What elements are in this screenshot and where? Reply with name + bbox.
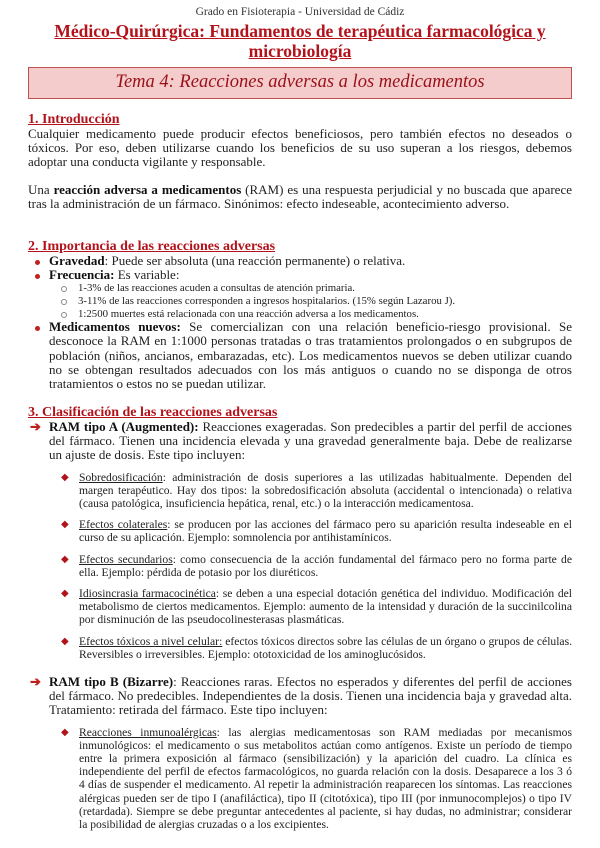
text: : se deben a una especial dotación genética del individuo. Modificación del metabolismo de ciertos medicamentos. Ejemplo: aumento de la intensidad y duración de la succinilcolina por disminución de las pseudocolinesterasas plasmáticas. — [79, 587, 572, 627]
course-subtitle: Grado en Fisioterapia - Universidad de Cádiz — [195, 6, 405, 18]
section-heading: 3. Clasificación de las reacciones adversas — [28, 405, 278, 420]
diamond-icon: ◆ — [61, 588, 69, 600]
sub-list-item: 3-11% de las reacciones corresponden a ingresos hospitalarios. (15% según Lazarou J). — [28, 295, 572, 308]
sub-list-item — [28, 726, 572, 832]
term: Efectos colaterales — [79, 518, 168, 532]
section-heading: 2. Importancia de las reacciones adversas — [28, 239, 276, 254]
sub-list-item — [28, 635, 572, 661]
diamond-icon: ◆ — [61, 471, 69, 483]
sub-list-item — [28, 553, 572, 579]
term: Sobredosificación — [79, 470, 163, 484]
list-item-tipo-a — [28, 420, 572, 463]
section-introduccion — [28, 112, 572, 211]
text: : Puede ser absoluta (una reacción permanente) o relativa. — [104, 253, 406, 268]
paragraph — [28, 183, 572, 211]
term: RAM tipo B (Bizarre) — [49, 674, 174, 690]
section-importancia — [28, 239, 572, 391]
section-clasificacion — [28, 405, 572, 831]
diamond-icon: ◆ — [61, 553, 69, 565]
term: Idiosincrasia farmacocinética — [79, 587, 216, 601]
arrow-icon: ➔ — [30, 419, 41, 434]
term: Medicamentos nuevos: — [49, 319, 181, 335]
sub-list-item: 1:2500 muertes está relacionada con una reacción adversa a los medicamentos. — [28, 308, 572, 321]
text: : las alergias medicamentosas son RAM mediadas por mecanismos inmunológicos: el medicamento o sus metabolitos actúan como antígenos. Existe un período de tiempo entre la primera exposición al fármaco (sensibilización) y la aparición del cuadro. La clínica es independiente del perfil de efectos farmacológicos, no guarda relación con la dosis. Desaparece a los 3 ó 4 días de suspender el medicamento. Al repetir la administración reaparecen los síntomas. Las reacciones alérgicas pueden ser de tipo I (anafiláctica), tipo II (citotóxica), tipo III (por inmunocomplejos) o tipo IV (retardada). Siempre se debe preguntar antecedentes al paciente, si hay dudas, no administrar; considerar la posibilidad de alergias cruzadas o a los excipientes. — [79, 725, 572, 832]
arrow-icon: ➔ — [30, 674, 41, 690]
text: Reacciones exageradas. Son predecibles a partir del perfil de acciones del fármaco. Tienen una incidencia elevada y una gravedad generalmente baja. Debe de realizarse un ajuste de dosis. Este tipo incluyen: — [49, 419, 572, 463]
sub-list-item — [28, 587, 572, 627]
diamond-icon: ◆ — [61, 635, 69, 647]
term: Efectos tóxicos a nivel celular: — [79, 634, 223, 648]
sub-list-item — [28, 471, 572, 511]
term: Frecuencia: — [49, 267, 115, 283]
text: Se comercializan con una relación beneficio-riesgo provisional. Se desconoce la RAM en 1:1000 personas tratadas o tras tratamientos prolongados o en subgrupos de población (niños, ancianos, embarazadas, etc). Los medicamentos nuevos se deben utilizar cuando no se obtengan resultados adecuados con los más antiguos o cuando no se disponga de otros tratamientos o estos no se puedan utilizar. — [49, 319, 572, 391]
document-title: Médico-Quirúrgica: Fundamentos de terapéutica farmacológica y microbiología — [54, 21, 546, 61]
term: Reacciones inmunoalérgicas — [79, 725, 217, 739]
text: : se producen por las acciones del fármaco pero su aparición resulta indeseable en el curso de su aplicación. Ejemplo: somnolencia por antihistamínicos. — [79, 518, 572, 545]
text: Una — [28, 181, 54, 197]
term: Gravedad — [49, 253, 105, 268]
diamond-icon: ◆ — [61, 519, 69, 531]
text: : administración de dosis superiores a las utilizadas habitualmente. Dependen del margen terapéutico. Hay dos tipos: la sobredosificación absoluta (accidental o intencionada) o relativa (causa patológica, insuficiencia hepática, renal, etc.) o la interacción medicamentosa. — [79, 470, 572, 511]
text: (RAM) es una respuesta perjudicial y no buscada que aparece tras la administración de un fármaco. Sinónimos: efecto indeseable, acontecimiento adverso. — [28, 181, 572, 211]
diamond-icon: ◆ — [61, 726, 69, 738]
topic-banner: Tema 4: Reacciones adversas a los medicamentos — [28, 67, 572, 99]
section-heading: 1. Introducción — [28, 112, 120, 127]
term: Efectos secundarios — [79, 552, 173, 566]
text: efectos tóxicos directos sobre las células de un órgano o grupos de células. Reversibles o irreversibles. Ejemplo: ototoxicidad de los aminoglucósidos. — [79, 634, 572, 661]
text: Es variable: — [114, 267, 180, 283]
paragraph: Cualquier medicamento puede producir efectos beneficiosos, pero también efectos no deseados o tóxicos. Por eso, deben utilizarse cuando los beneficios de su uso superan a los riesgos, debemos adoptar una conducta vigilante y responsable. — [28, 126, 572, 170]
sub-list-item: 1-3% de las reacciones acuden a consultas de atención primaria. — [28, 282, 572, 295]
term: reacción adversa a medicamentos — [53, 181, 242, 197]
term: RAM tipo A (Augmented): — [49, 419, 199, 434]
list-item — [28, 268, 572, 282]
text: : Reacciones raras. Efectos no esperados y diferentes del perfil de acciones del fármaco. No predecibles. Independientes de la dosis. Tienen una incidencia baja y gravedad alta. Tratamiento: retirada del fármaco. Este tipo incluyen: — [49, 674, 572, 718]
list-item — [28, 320, 572, 391]
text: : como consecuencia de la acción fundamental del fármaco pero no forma parte de ella. Ejemplo: pérdida de potasio por los diuréticos. — [79, 552, 572, 579]
sub-list-item — [28, 518, 572, 544]
list-item — [28, 254, 572, 268]
list-item-tipo-b — [28, 675, 572, 718]
